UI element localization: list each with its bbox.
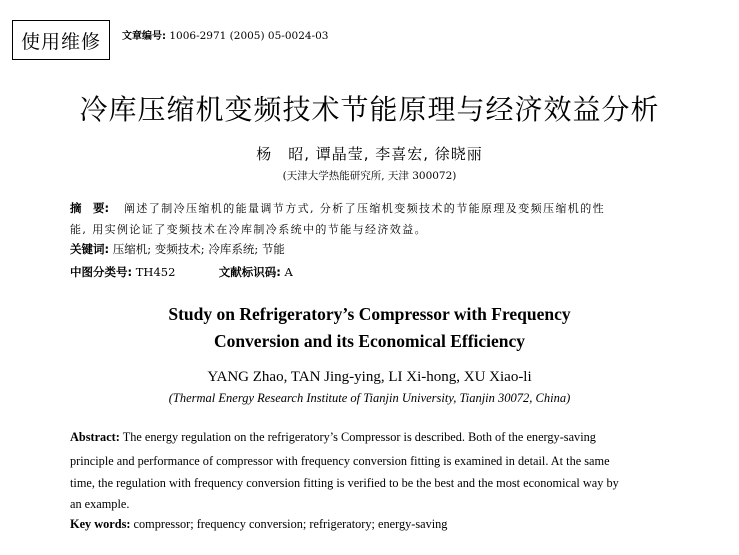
article-number-label: 文章编号: [122,31,166,42]
document-code-label: 文献标识码: [218,265,281,279]
english-title-line: Study on Refrigeratory’s Compressor with Frequency [168,304,571,324]
chinese-keywords-value: 压缩机; 变频技术; 冷库系统; 节能 [112,242,285,256]
chinese-abstract-line: 阐述了制冷压缩机的能量调节方式, 分析了压缩机变频技术的节能原理及变频压缩机的性 [124,202,605,215]
english-abstract-line [70,430,596,445]
chinese-classification [70,264,293,280]
english-keywords-label: Key words: [70,517,131,531]
english-abstract-label: Abstract: [70,430,120,444]
document-code-value: A [284,265,293,279]
english-abstract-line: time, the regulation with frequency conversion fitting is verified to be the best and the most economical way by [70,476,619,490]
usage-maintenance-stamp: 使用维修 [12,20,110,60]
english-abstract-line: principle and performance of compressor with frequency conversion fitting is examined in detail. At the same [70,454,610,468]
chinese-abstract-line: 能, 用实例论证了变频技术在冷库制冷系统中的节能与经济效益。 [70,223,427,236]
chinese-title: 冷库压缩机变频技术节能原理与经济效益分析 [79,93,660,126]
chinese-keywords-label: 关键词: [70,242,110,256]
chinese-authors: 杨 昭, 谭晶莹, 李喜宏, 徐晓丽 [256,145,483,163]
english-title-line: Conversion and its Economical Efficiency [213,331,526,351]
chinese-affiliation: (天津大学热能研究所, 天津 300072) [282,170,457,182]
english-abstract-line: an example. [70,497,130,511]
english-keywords [70,517,447,532]
chinese-abstract-label: 摘 要: [70,201,110,215]
english-keywords-value: compressor; frequency conversion; refrigeratory; energy-saving [133,517,448,531]
clc-number-label: 中图分类号: [70,265,133,279]
chinese-keywords [70,241,285,257]
english-affiliation: (Thermal Energy Research Institute of Tianjin University, Tianjin 30072, China) [168,391,571,405]
clc-number-value: TH452 [135,265,176,279]
article-number-value: 1006-2971 (2005) 05-0024-03 [169,30,329,42]
english-abstract-text: The energy regulation on the refrigeratory’s Compressor is described. Both of the energy-saving [122,430,596,444]
article-number [122,27,328,42]
english-authors: YANG Zhao, TAN Jing-ying, LI Xi-hong, XU Xiao-li [207,369,532,385]
